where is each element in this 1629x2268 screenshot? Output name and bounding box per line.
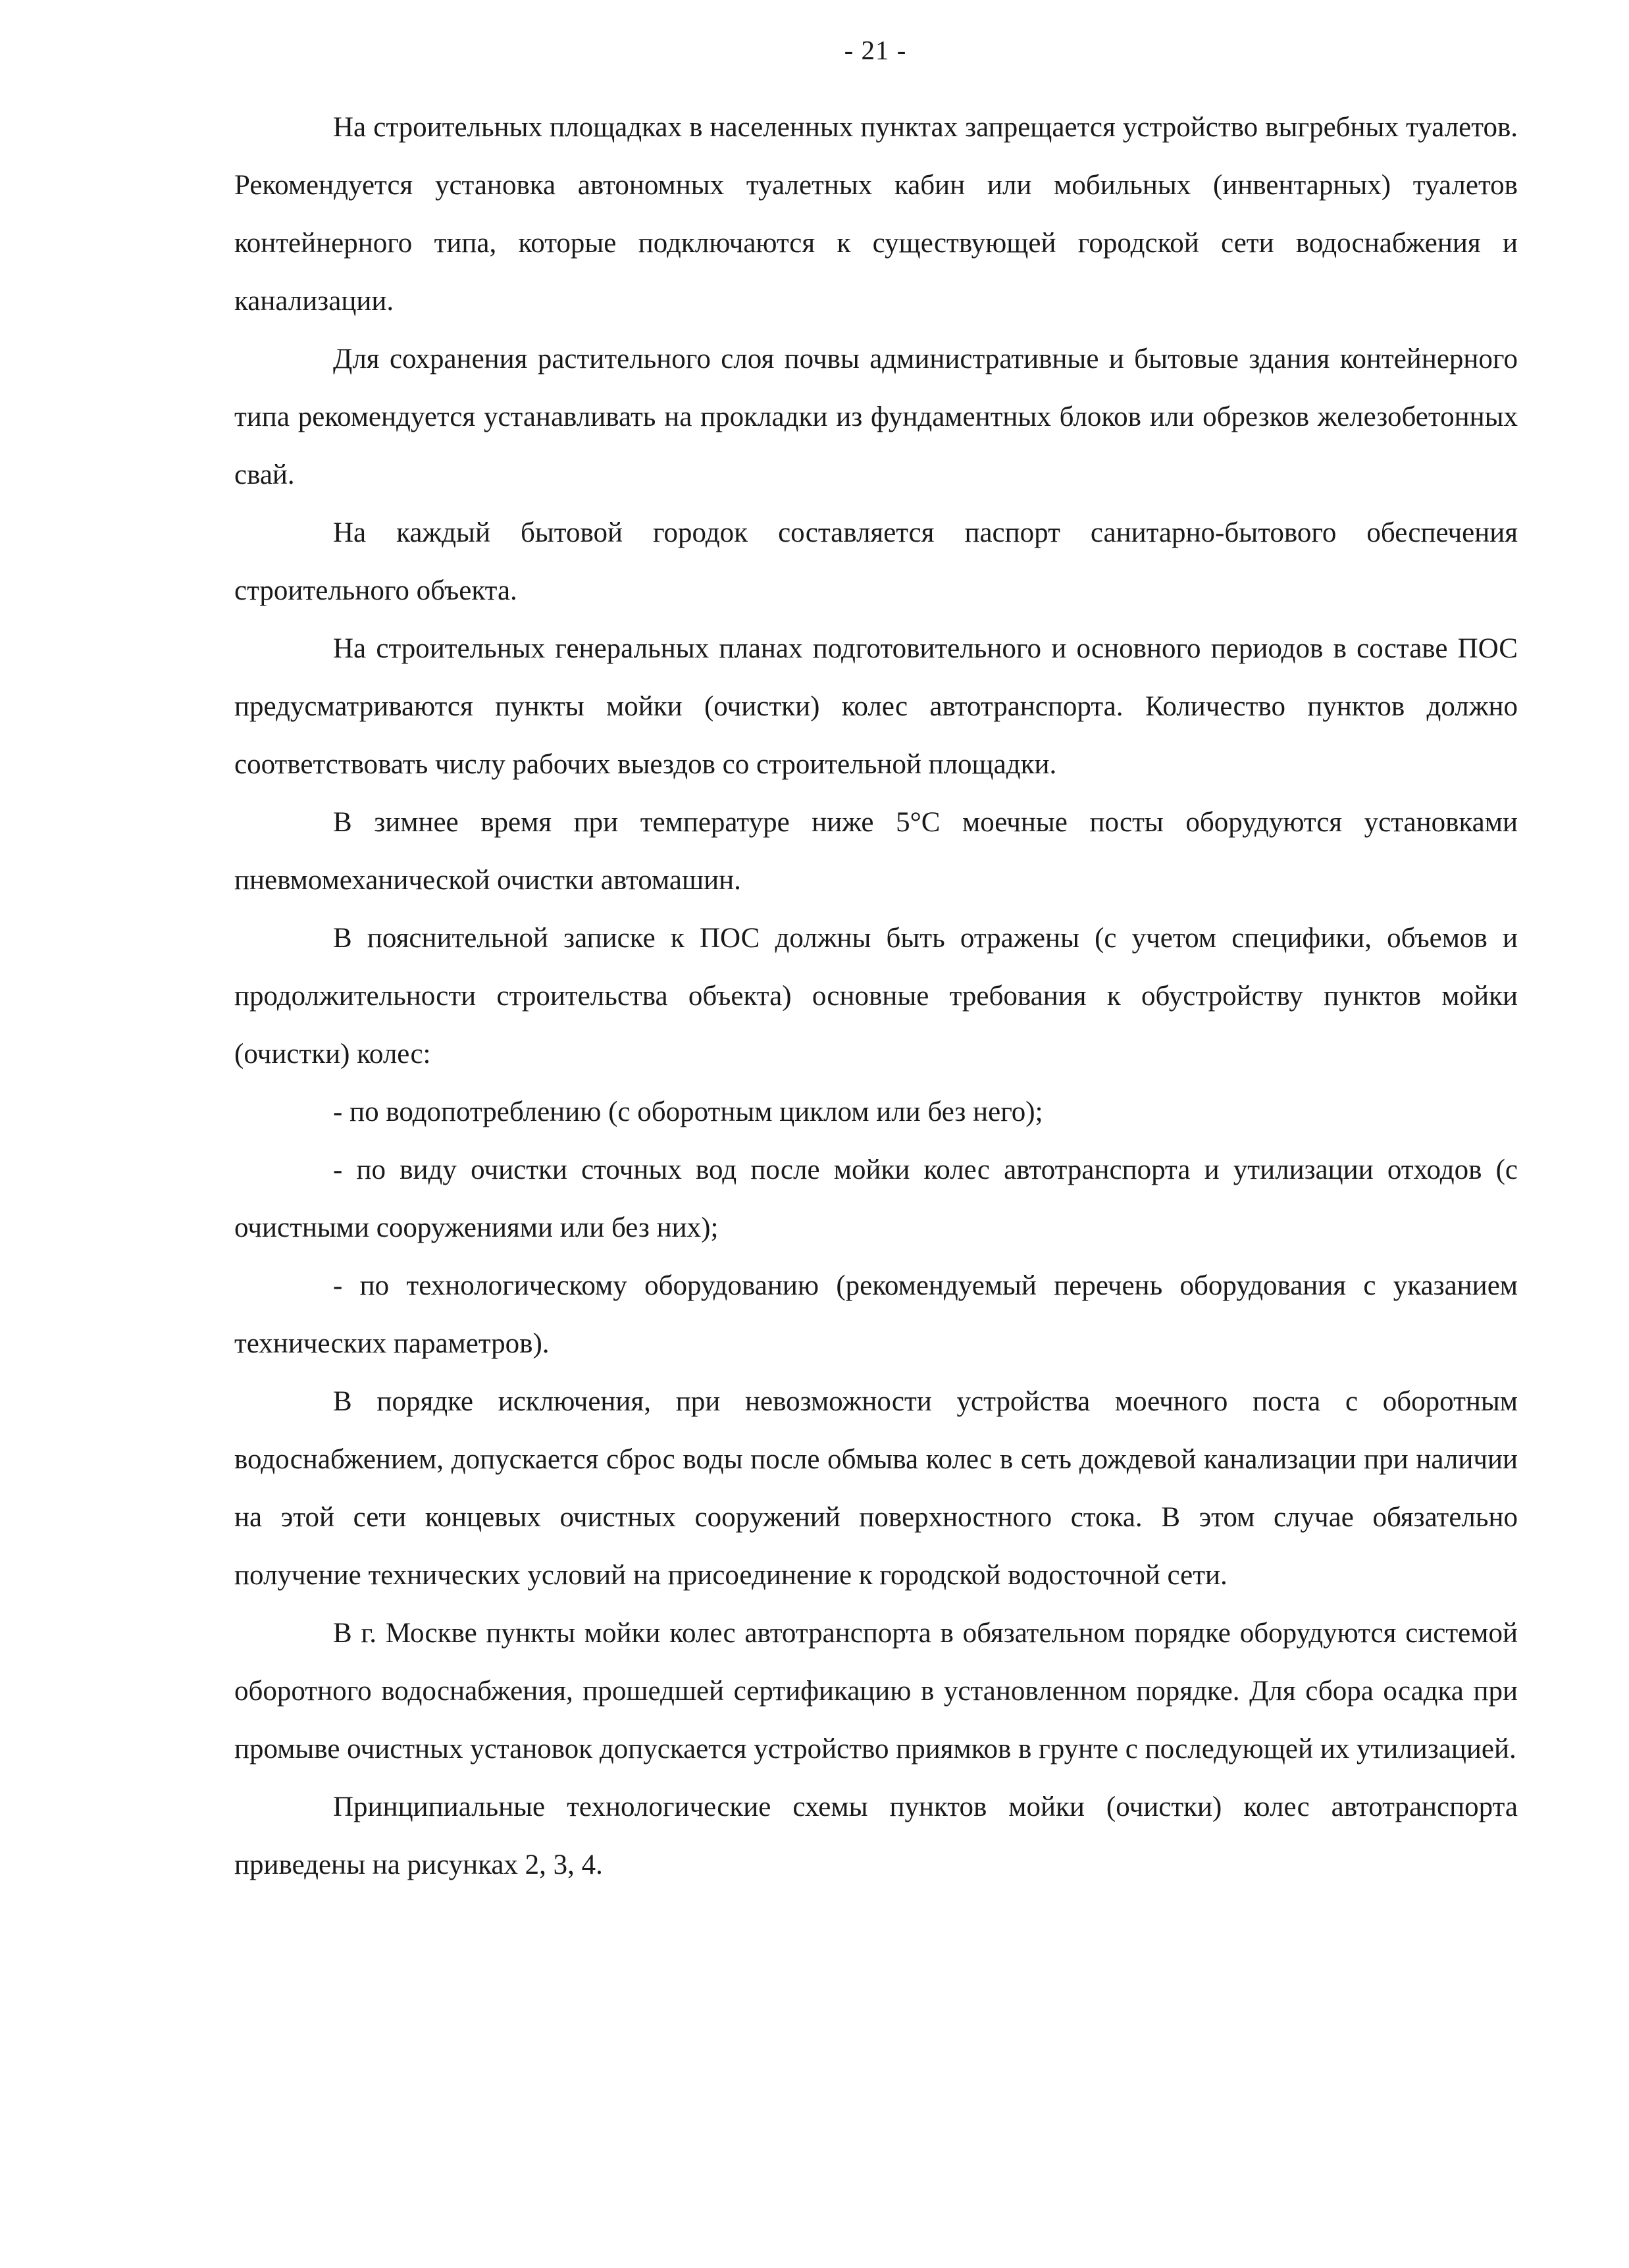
document-body	[234, 99, 1518, 1894]
paragraph-exception: В порядке исключения, при невозможности устройства моечного поста с оборотным водоснабжением, допускается сброс воды после обмыва колес в сеть дождевой канализации при наличии на этой сети концевых очистных сооружений поверхностного стока. В этом случае обязательно получение технических условий на присоединение к городской водосточной сети.	[234, 1386, 1518, 1591]
list-item-equipment: - по технологическому оборудованию (рекомендуемый перечень оборудования с указанием технических параметров).	[234, 1270, 1518, 1359]
list-item-water-consumption: - по водопотреблению (с оборотным циклом или без него);	[333, 1096, 1043, 1127]
paragraph-winter: В зимнее время при температуре ниже 5°С моечные посты оборудуются установками пневмомеханической очистки автомашин.	[234, 807, 1518, 896]
paragraph-passport: На каждый бытовой городок составляется паспорт санитарно-бытового обеспечения строительного объекта.	[234, 517, 1518, 606]
page-number: - 21 -	[844, 35, 907, 65]
paragraph-schemes: Принципиальные технологические схемы пунктов мойки (очистки) колес автотранспорта приведены на рисунках 2, 3, 4.	[234, 1791, 1518, 1880]
list-item-wastewater-treatment: - по виду очистки сточных вод после мойки колес автотранспорта и утилизации отходов (с очистными сооружениями или без них);	[234, 1154, 1518, 1243]
paragraph-wash-points: На строительных генеральных планах подготовительного и основного периодов в составе ПОС предусматриваются пункты мойки (очистки) колес автотранспорта. Количество пунктов должно соответствовать числу рабочих выездов со строительной площадки.	[234, 633, 1518, 780]
paragraph-explanatory-note: В пояснительной записке к ПОС должны быть отражены (с учетом специфики, объемов и продолжительности строительства объекта) основные требования к обустройству пунктов мойки (очистки) колес:	[234, 923, 1518, 1070]
paragraph-toilets: На строительных площадках в населенных пунктах запрещается устройство выгребных туалетов. Рекомендуется установка автономных туалетных кабин или мобильных (инвентарных) туалетов контейнерного типа, которые подключаются к существующей городской сети водоснабжения и канализации.	[234, 112, 1518, 317]
paragraph-soil-preservation: Для сохранения растительного слоя почвы административные и бытовые здания контейнерного типа рекомендуется устанавливать на прокладки из фундаментных блоков или обрезков железобетонных свай.	[234, 344, 1518, 490]
paragraph-moscow: В г. Москве пункты мойки колес автотранспорта в обязательном порядке оборудуются системой оборотного водоснабжения, прошедшей сертификацию в установленном порядке. Для сбора осадка при промыве очистных установок допускается устройство приямков в грунте с последующей их утилизацией.	[234, 1618, 1518, 1765]
